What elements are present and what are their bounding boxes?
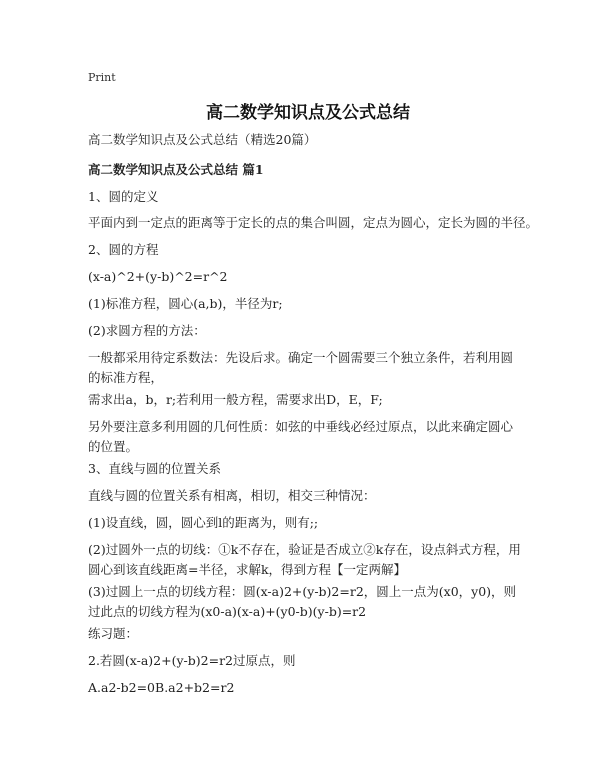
paragraph-7: 一般都采用待定系数法：先设后求。确定一个圆需要三个独立条件，若利用圆的标准方程， [88,350,514,385]
section-heading: 高二数学知识点及公式总结 篇1 [88,162,264,177]
paragraph-6: (2)求圆方程的方法： [88,323,206,338]
paragraph-14: (3)过圆上一点的切线方程：圆(x-a)2+(y-b)2=r2，圆上一点为(x0，y0)，则过此点的切线方程为(x0-a)(x-a)+(y0-b)(y-b)=r2 [88,584,517,619]
paragraph-5: (1)标准方程，圆心(a,b)，半径为r; [88,296,283,311]
paragraph-4: (x-a)^2+(y-b)^2=r^2 [88,269,228,284]
paragraph-11: 直线与圆的位置关系有相离，相切，相交三种情况： [88,488,376,503]
page-title: 高二数学知识点及公式总结 [206,103,410,123]
paragraph-9: 另外要注意多利用圆的几何性质：如弦的中垂线必经过原点，以此来确定圆心的位置。 [88,419,514,454]
paragraph-13: (2)过圆外一点的切线：①k不存在，验证是否成立②k存在，设点斜式方程，用圆心到该直线距离=半径，求解k，得到方程【一定两解】 [88,542,521,577]
paragraph-2: 平面内到一定点的距离等于定长的点的集合叫圆，定点为圆心，定长为圆的半径。 [88,215,539,230]
paragraph-8: 需求出a，b，r;若利用一般方程，需要求出D，E，F; [88,392,383,407]
paragraph-10: 3、直线与圆的位置关系 [88,461,221,476]
print-label[interactable]: Print [88,71,116,84]
paragraph-15: 练习题： [88,626,139,641]
paragraph-1: 1、圆的定义 [88,189,159,204]
paragraph-16: 2.若圆(x-a)2+(y-b)2=r2过原点，则 [88,653,296,668]
paragraph-12: (1)设直线，圆，圆心到l的距离为，则有;; [88,515,319,530]
subtitle: 高二数学知识点及公式总结（精选20篇） [88,132,317,147]
paragraph-3: 2、圆的方程 [88,242,159,257]
paragraph-17: A.a2-b2=0B.a2+b2=r2 [88,680,235,695]
